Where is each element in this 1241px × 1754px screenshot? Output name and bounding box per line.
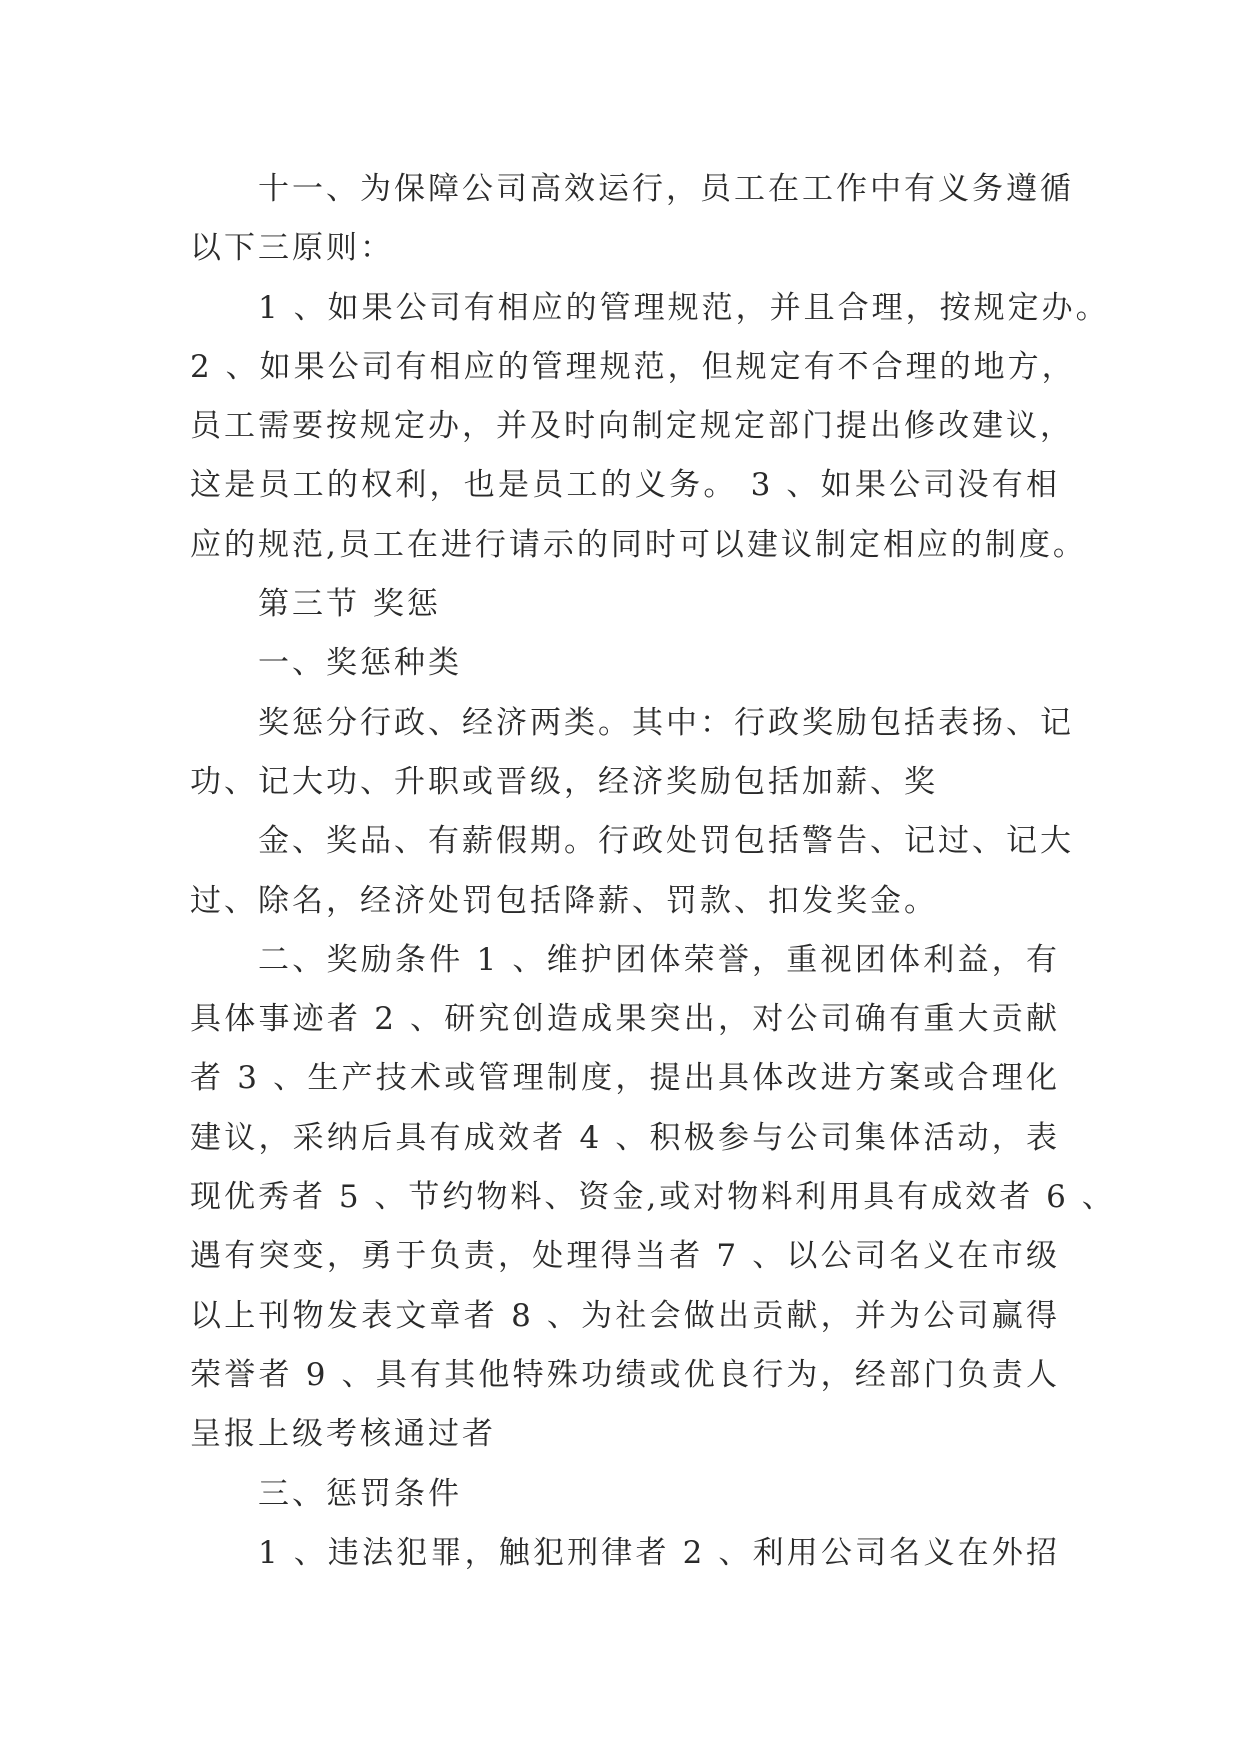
text-line: 现优秀者 5 、节约物料、资金,或对物料利用具有成效者 6 、: [190, 1179, 1116, 1216]
text-line: 具体事迹者 2 、研究创造成果突出，对公司确有重大贡献: [190, 1001, 1060, 1038]
text-line: 以上刊物发表文章者 8 、为社会做出贡献，并为公司赢得: [190, 1297, 1060, 1334]
text-line: 过、除名，经济处罚包括降薪、罚款、扣发奖金。: [190, 882, 938, 919]
text-line: 荣誉者 9 、具有其他特殊功绩或优良行为，经部门负责人: [190, 1356, 1060, 1393]
text-line: 遇有突变，勇于负责，处理得当者 7 、以公司名义在市级: [190, 1238, 1060, 1275]
text-line: 十一、为保障公司高效运行，员工在工作中有义务遵循: [258, 171, 1074, 207]
text-line: 建议，采纳后具有成效者 4 、积极参与公司集体活动，表: [190, 1119, 1060, 1156]
text-line: 这是员工的权利，也是员工的义务。 3 、如果公司没有相: [190, 467, 1060, 504]
text-line: 三、惩罚条件: [258, 1475, 462, 1512]
text-line: 者 3 、生产技术或管理制度，提出具体改进方案或合理化: [190, 1060, 1060, 1097]
text-line: 以下三原则：: [190, 230, 394, 267]
text-line: 金、奖品、有薪假期。行政处罚包括警告、记过、记大: [258, 823, 1074, 860]
text-line: 1 、违法犯罪，触犯刑律者 2 、利用公司名义在外招: [258, 1534, 1060, 1571]
text-line: 功、记大功、升职或晋级，经济奖励包括加薪、奖: [190, 763, 938, 800]
text-line: 二、奖励条件 1 、维护团体荣誉，重视团体利益，有: [258, 941, 1060, 978]
document-body: [190, 160, 1116, 1583]
text-line: 1 、如果公司有相应的管理规范，并且合理，按规定办。: [258, 289, 1110, 326]
text-line: 应的规范,员工在进行请示的同时可以建议制定相应的制度。: [190, 526, 1087, 563]
text-line: 奖惩分行政、经济两类。其中：行政奖励包括表扬、记: [258, 704, 1074, 741]
text-line: 呈报上级考核通过者: [190, 1416, 496, 1453]
text-line: 员工需要按规定办，并及时向制定规定部门提出修改建议，: [190, 408, 1074, 445]
text-line: 第三节 奖惩: [258, 586, 441, 623]
text-line: 2 、如果公司有相应的管理规范，但规定有不合理的地方，: [190, 348, 1076, 385]
text-line: 一、奖惩种类: [258, 645, 462, 682]
